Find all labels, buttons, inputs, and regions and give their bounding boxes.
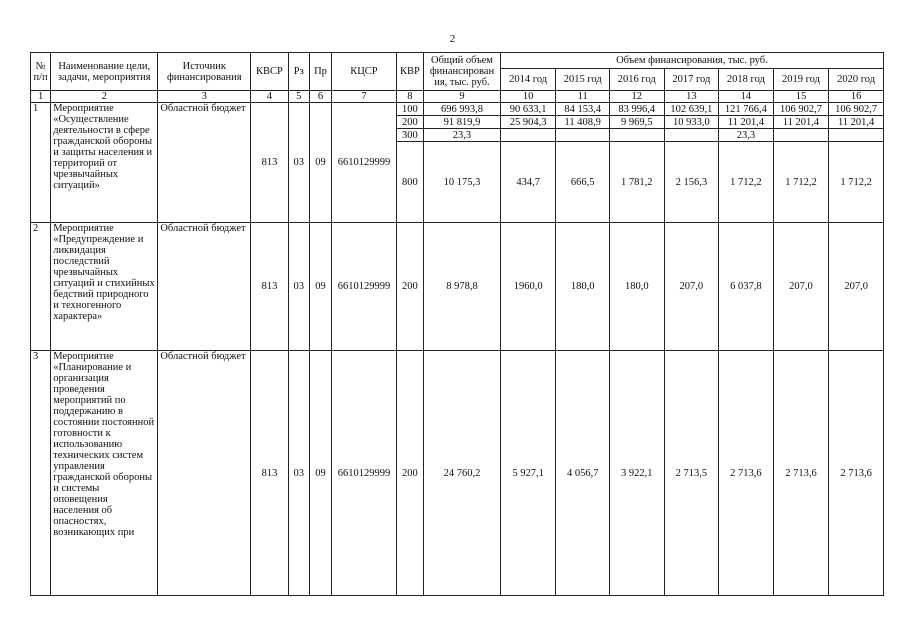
year-amount: 207,0: [773, 223, 829, 351]
column-number: 2: [51, 91, 158, 103]
year-amount: 5 927,1: [500, 351, 556, 596]
header-pr: Пр: [309, 53, 331, 91]
page-number: 2: [449, 33, 456, 45]
year-amount: 83 996,4: [609, 103, 664, 116]
row-number: 1: [31, 103, 51, 223]
pr-code: 09: [309, 103, 331, 223]
funding-source: Областной бюджет: [158, 223, 251, 351]
kcsr-code: 6610129999: [332, 103, 397, 223]
column-number: 7: [332, 91, 397, 103]
column-number: 15: [773, 91, 829, 103]
column-number: 9: [424, 91, 501, 103]
table-row: [31, 351, 884, 596]
year-amount: 2 713,6: [773, 351, 829, 596]
kvr-code: 200: [396, 116, 423, 129]
funding-source: Областной бюджет: [158, 351, 251, 596]
column-number: 12: [609, 91, 664, 103]
header-rz: Рз: [288, 53, 309, 91]
year-amount: 2 156,3: [664, 142, 719, 223]
budget-table: [30, 52, 884, 596]
year-amount: 3 922,1: [609, 351, 664, 596]
header-kvsr: КВСР: [251, 53, 288, 91]
year-amount: 25 904,3: [500, 116, 556, 129]
year-amount: 207,0: [664, 223, 719, 351]
total-amount: 23,3: [424, 129, 501, 142]
column-number: 5: [288, 91, 309, 103]
kvr-code: 200: [396, 351, 423, 596]
measure-name: Мероприятие «Планирование и организация проведения мероприятий по поддержанию в состоянии постоянной готовности к использованию технических систем управления гражданской обороны и системы оповещения населения об опасностях, возникающих при: [51, 351, 158, 596]
year-amount: 1 712,2: [829, 142, 884, 223]
header-year: 2016 год: [609, 69, 664, 91]
header-total: Общий объем финансирован ия, тыс. руб.: [424, 53, 501, 91]
year-amount: 106 902,7: [829, 103, 884, 116]
kvr-code: 100: [396, 103, 423, 116]
year-amount: 23,3: [719, 129, 774, 142]
measure-name: Мероприятие «Осуществление деятельности в сфере гражданской обороны и защиты населения и территорий от чрезвычайных ситуаций»: [51, 103, 158, 223]
header-source: Источник финансирования: [158, 53, 251, 91]
header-year: 2017 год: [664, 69, 719, 91]
total-amount: 91 819,9: [424, 116, 501, 129]
year-amount: [773, 129, 829, 142]
year-amount: 84 153,4: [556, 103, 610, 116]
year-amount: 6 037,8: [719, 223, 774, 351]
column-number: 4: [251, 91, 288, 103]
year-amount: 121 766,4: [719, 103, 774, 116]
header-kvr: КВР: [396, 53, 423, 91]
kvsr-code: 813: [251, 351, 288, 596]
rz-code: 03: [288, 223, 309, 351]
kcsr-code: 6610129999: [332, 351, 397, 596]
header-year: 2019 год: [773, 69, 829, 91]
kvr-code: 800: [396, 142, 423, 223]
year-amount: [556, 129, 610, 142]
year-amount: 11 201,4: [829, 116, 884, 129]
year-amount: 1 781,2: [609, 142, 664, 223]
year-amount: 180,0: [556, 223, 610, 351]
rz-code: 03: [288, 351, 309, 596]
year-amount: 106 902,7: [773, 103, 829, 116]
year-amount: 207,0: [829, 223, 884, 351]
year-amount: 11 201,4: [773, 116, 829, 129]
year-amount: 1 712,2: [719, 142, 774, 223]
year-amount: 10 933,0: [664, 116, 719, 129]
column-number: 3: [158, 91, 251, 103]
year-amount: [829, 129, 884, 142]
year-amount: 2 713,5: [664, 351, 719, 596]
total-amount: 10 175,3: [424, 142, 501, 223]
total-amount: 24 760,2: [424, 351, 501, 596]
header-year: 2015 год: [556, 69, 610, 91]
measure-name: Мероприятие «Предупреждение и ликвидация последствий чрезвычайных ситуаций и стихийных бедствий природного и техногенного характера»: [51, 223, 158, 351]
year-amount: 180,0: [609, 223, 664, 351]
table-row: [31, 103, 884, 116]
header-year: 2020 год: [829, 69, 884, 91]
row-number: 2: [31, 223, 51, 351]
column-number: 11: [556, 91, 610, 103]
column-number: 10: [500, 91, 556, 103]
table-row: [31, 223, 884, 351]
year-amount: [500, 129, 556, 142]
header-funding: Объем финансирования, тыс. руб.: [500, 53, 883, 69]
funding-source: Областной бюджет: [158, 103, 251, 223]
year-amount: 11 408,9: [556, 116, 610, 129]
year-amount: 666,5: [556, 142, 610, 223]
year-amount: 2 713,6: [719, 351, 774, 596]
year-amount: 1960,0: [500, 223, 556, 351]
year-amount: 1 712,2: [773, 142, 829, 223]
kvsr-code: 813: [251, 103, 288, 223]
year-amount: 434,7: [500, 142, 556, 223]
kvsr-code: 813: [251, 223, 288, 351]
header-year: 2014 год: [500, 69, 556, 91]
column-number: 8: [396, 91, 423, 103]
year-amount: 102 639,1: [664, 103, 719, 116]
row-number: 3: [31, 351, 51, 596]
header-kcsr: КЦСР: [332, 53, 397, 91]
total-amount: 696 993,8: [424, 103, 501, 116]
year-amount: 2 713,6: [829, 351, 884, 596]
total-amount: 8 978,8: [424, 223, 501, 351]
column-number: 13: [664, 91, 719, 103]
year-amount: 4 056,7: [556, 351, 610, 596]
year-amount: [609, 129, 664, 142]
rz-code: 03: [288, 103, 309, 223]
column-number: 16: [829, 91, 884, 103]
year-amount: 9 969,5: [609, 116, 664, 129]
kcsr-code: 6610129999: [332, 223, 397, 351]
kvr-code: 300: [396, 129, 423, 142]
pr-code: 09: [309, 351, 331, 596]
column-number: 14: [719, 91, 774, 103]
column-number: 1: [31, 91, 51, 103]
year-amount: 11 201,4: [719, 116, 774, 129]
header-year: 2018 год: [719, 69, 774, 91]
year-amount: 90 633,1: [500, 103, 556, 116]
year-amount: [664, 129, 719, 142]
header-num: № п/п: [31, 53, 51, 91]
pr-code: 09: [309, 223, 331, 351]
header-name: Наименование цели, задачи, мероприятия: [51, 53, 158, 91]
kvr-code: 200: [396, 223, 423, 351]
column-number: 6: [309, 91, 331, 103]
